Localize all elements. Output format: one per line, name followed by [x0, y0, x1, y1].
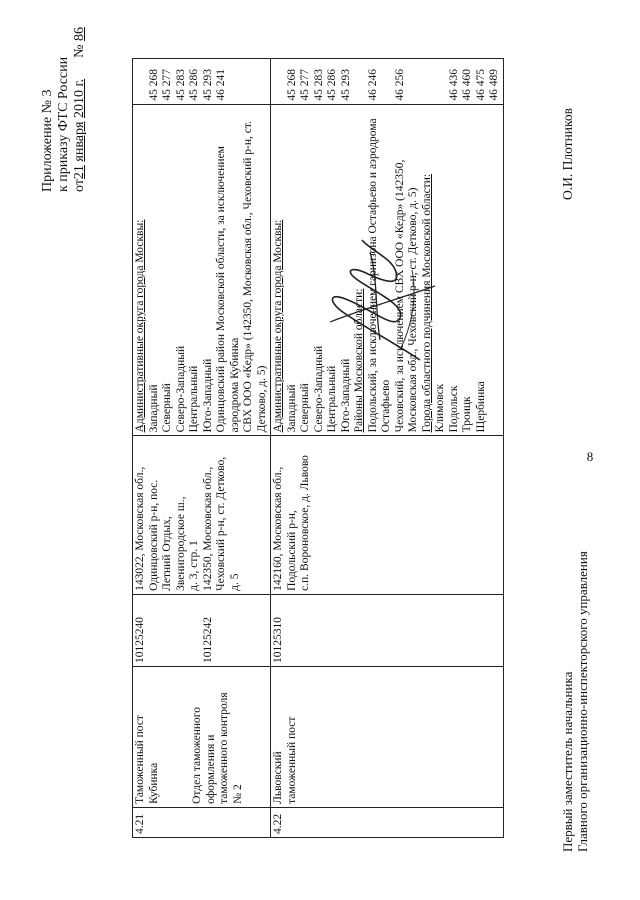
post-name-cell [271, 666, 504, 807]
post-name-line: Львовский [272, 751, 284, 804]
date-year: 2010 г. [72, 78, 87, 119]
oktmo-code: 45 283 [312, 68, 325, 101]
page-number: 8 [586, 448, 594, 464]
post-name-line: оформления и [204, 734, 217, 804]
date-prefix: от [72, 179, 87, 192]
post-name-line: таможенного контроля [218, 692, 230, 804]
area-item: Северо-Западный [312, 345, 325, 433]
oktmo-code: 46 436 [447, 68, 460, 101]
address-line: д. 3, стр. 1 [188, 540, 200, 591]
area-item: Центральный [326, 365, 338, 433]
address-line: д. 5 [228, 573, 241, 591]
post-name-line: Кубинка [147, 762, 160, 804]
oktmo-code: 45 277 [161, 68, 173, 101]
area-item: Щербинка [474, 381, 487, 433]
post-code: 10125240 [134, 616, 146, 663]
address-line: 143022, Московская обл., [134, 466, 146, 591]
handwritten-signature [300, 230, 450, 370]
area-item: Юго-Западный [201, 358, 214, 433]
customs-table [132, 58, 504, 838]
oktmo-code: 46 475 [474, 68, 487, 101]
address-line: с.п. Вороновское, д. Львово [299, 455, 311, 591]
area-cell [133, 104, 271, 436]
area-item: Юго-Западный [339, 358, 352, 433]
signatory-title-line: Главного организационно-инспекторского управления [575, 551, 590, 852]
area-item: Западный [147, 384, 160, 433]
area-heading: Районы Московской области: [353, 288, 365, 433]
signatory-name: О.И. Плотников [560, 107, 575, 200]
post-code: 10125242 [201, 616, 214, 663]
oktmo-code: 45 283 [174, 68, 187, 101]
area-item: Подольский, за исключением гарнизона Остафьево и аэродрома Остафьево [366, 118, 392, 433]
oktmo-code: 45 286 [188, 68, 200, 101]
area-item: Подольск [447, 385, 460, 433]
address-line: Летний Отдых, [161, 516, 173, 591]
area-item: Одинцовский район Московской области, за исключением аэродрома Кубинка [215, 146, 241, 433]
table-row [271, 59, 504, 838]
area-item: Троицк [461, 396, 473, 433]
table-row [133, 59, 271, 838]
number-prefix: № [72, 44, 87, 58]
appendix-title: Приложение № 3 [40, 89, 55, 192]
row-number: 4.21 [133, 807, 271, 837]
order-number: 86 [72, 27, 87, 42]
oktmo-code: 45 268 [285, 68, 298, 101]
post-code: 10125310 [272, 616, 284, 663]
date-day: 21 [72, 165, 87, 180]
oktmo-code: 45 293 [201, 68, 214, 101]
oktmo-code: 46 256 [393, 68, 406, 101]
signatory-title [560, 551, 590, 852]
area-item: Северо-Западный [174, 345, 187, 433]
oktmo-code: 45 277 [299, 68, 311, 101]
post-address-cell [271, 436, 504, 594]
post-name-cell [133, 666, 271, 807]
oktmo-cell [271, 59, 504, 105]
area-item: Западный [285, 384, 298, 433]
address-line: Звенигородское ш., [174, 496, 187, 591]
area-item: Северный [299, 383, 311, 433]
appendix-header [40, 27, 88, 192]
area-heading: Административные округа города Москвы: [134, 219, 146, 433]
oktmo-code: 46 460 [461, 68, 473, 101]
row-number: 4.22 [271, 807, 504, 837]
post-name-line: Таможенный пост [134, 715, 146, 804]
date-month: января [72, 121, 87, 162]
address-line: 142350, Московская обл., [201, 466, 214, 591]
post-name-line: № 2 [231, 784, 244, 804]
area-item: Климовск [434, 383, 446, 433]
post-name-line: Отдел таможенного [191, 707, 203, 804]
appendix-date-line [72, 27, 88, 192]
post-code-cell [133, 594, 271, 666]
area-item: Северный [161, 383, 173, 433]
post-address-cell [133, 436, 271, 594]
area-heading: Города областного подчинения Московской области: [420, 173, 433, 433]
oktmo-code: 46 246 [366, 68, 379, 101]
oktmo-code: 45 293 [339, 68, 352, 101]
oktmo-code: 46 489 [488, 68, 500, 101]
appendix-order-ref: к приказу ФТС России [56, 56, 71, 192]
address-line: Подольский р-н, [285, 510, 298, 591]
area-heading: Административные округа города Москвы: [272, 219, 284, 433]
oktmo-cell [133, 59, 271, 105]
area-item: СВХ ООО «Кедр» (142350, Московская обл., Чеховский р-н, ст. Детково, д. 5) [242, 121, 268, 433]
post-code-cell [271, 594, 504, 666]
address-line: Чеховский р-н, ст. Детково, [215, 456, 227, 591]
address-line: 142160, Московская обл., [272, 466, 284, 591]
oktmo-code: 46 241 [215, 68, 227, 101]
area-item: Чеховский, за исключением СВХ ООО «Кедр» (142350, Московская обл., Чеховский р-н, ст. Детково, д. 5) [393, 159, 419, 433]
oktmo-code: 45 268 [147, 68, 160, 101]
signatory-title-line: Первый заместитель начальника [560, 671, 575, 852]
oktmo-code: 45 286 [326, 68, 338, 101]
area-item: Центральный [188, 365, 200, 433]
address-line: Одинцовский р-н, пос. [147, 479, 160, 591]
post-name-line: таможенный пост [285, 716, 298, 804]
